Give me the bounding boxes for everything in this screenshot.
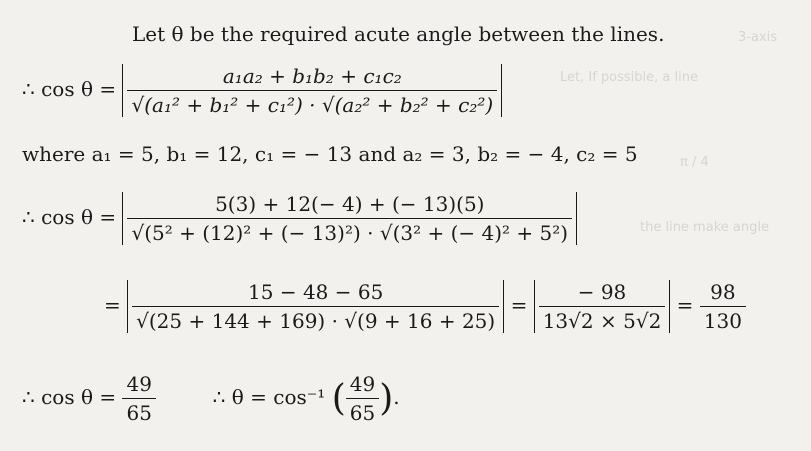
right-paren: ) — [379, 378, 394, 419]
intro-sentence: Let θ be the required acute angle between the lines. — [132, 22, 665, 46]
substitution-step — [22, 192, 577, 245]
arg-numerator: 49 — [349, 372, 376, 396]
step2-lhs: ∴ cos θ = — [22, 205, 117, 229]
result-numerator: 49 — [126, 372, 152, 396]
step3-denominator2: 13√2 × 5√2 — [539, 306, 666, 333]
step3-numerator2: − 98 — [577, 280, 627, 304]
absolute-value — [122, 64, 502, 117]
formula-lhs: ∴ cos θ = — [22, 77, 117, 101]
where-values: where a₁ = 5, b₁ = 12, c₁ = − 13 and a₂ = 3, b₂ = − 4, c₂ = 5 — [22, 142, 638, 166]
step3-fraction3 — [700, 280, 746, 333]
step3-numerator3: 98 — [710, 280, 736, 304]
result-fraction — [122, 372, 155, 425]
step3-fraction — [132, 280, 499, 333]
bleed-through-text: Let, If possible, a line — [560, 70, 698, 85]
step3-eq3: = — [676, 293, 694, 317]
step3-fraction2 — [539, 280, 666, 333]
step3-numerator: 15 − 48 − 65 — [248, 280, 384, 304]
step3-eq: = — [104, 293, 121, 317]
left-paren: ( — [331, 378, 346, 419]
conclusion-prefix: ∴ θ = cos⁻¹ — [212, 385, 326, 409]
formula-numerator: a₁a₂ + b₁b₂ + c₁c₂ — [222, 64, 402, 88]
step2-numerator: 5(3) + 12(− 4) + (− 13)(5) — [215, 192, 485, 216]
arccos-argument — [346, 372, 379, 425]
bleed-through-text: π / 4 — [680, 155, 709, 170]
formula-fraction — [127, 64, 497, 117]
result-denominator: 65 — [122, 398, 155, 425]
bleed-through-text: the line make angle — [640, 220, 769, 235]
step3-eq2: = — [510, 293, 528, 317]
result-lhs: ∴ cos θ = — [22, 385, 117, 409]
arg-denominator: 65 — [346, 398, 379, 425]
absolute-value — [534, 280, 671, 333]
simplification-step — [104, 280, 746, 333]
absolute-value — [127, 280, 504, 333]
cosine-formula — [22, 64, 502, 117]
result-line — [22, 372, 400, 425]
final-period: . — [393, 385, 400, 409]
bleed-through-text: 3-axis — [738, 30, 778, 45]
step3-denominator3: 130 — [700, 306, 746, 333]
step3-denominator: √(25 + 144 + 169) · √(9 + 16 + 25) — [132, 306, 499, 333]
step2-denominator: √(5² + (12)² + (− 13)²) · √(3² + (− 4)² + 5²) — [127, 218, 572, 245]
step2-fraction — [127, 192, 572, 245]
absolute-value — [122, 192, 577, 245]
formula-denominator: √(a₁² + b₁² + c₁²) · √(a₂² + b₂² + c₂²) — [127, 90, 497, 117]
